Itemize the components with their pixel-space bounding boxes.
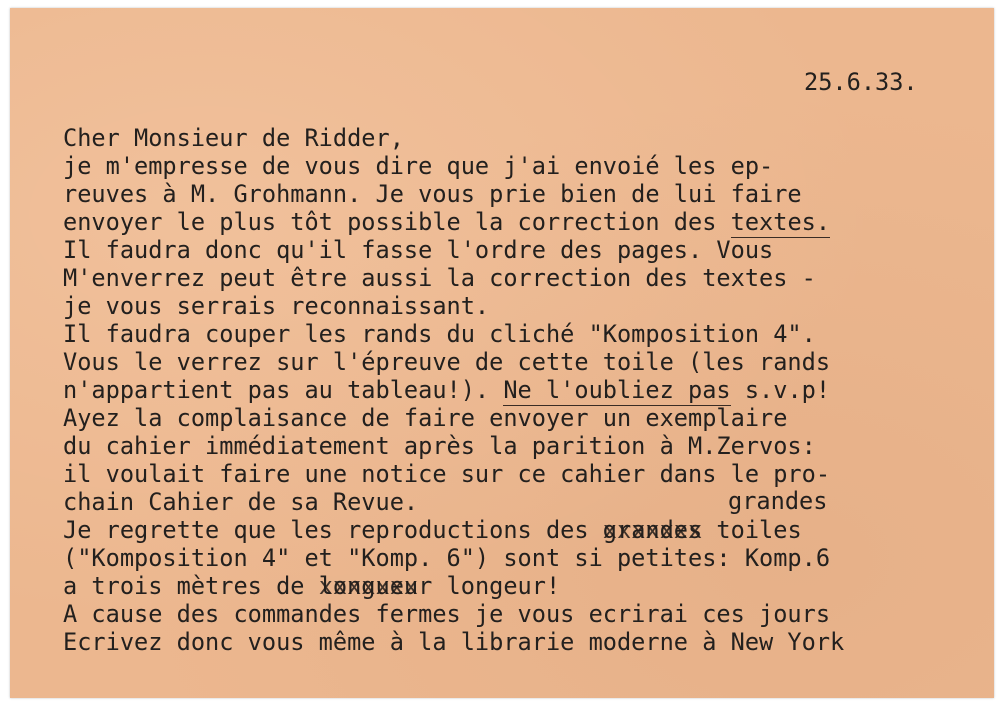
underlined-ne-oubliez-pas: Ne l'oubliez pas xyxy=(503,376,731,404)
body-line-6: je vous serrais reconnaissant. xyxy=(63,292,490,320)
body-line-18: Ecrivez donc vous même à la librarie moderne à New York xyxy=(63,628,845,656)
body-line-16-end: longeur! xyxy=(432,572,561,600)
body-line-7: Il faudra couper les rands du cliché "Komposition 4". xyxy=(63,320,816,348)
body-line-2: reuves à M. Grohmann. Je vous prie bien de lui faire xyxy=(63,180,802,208)
body-line-14-end: toiles xyxy=(702,516,802,544)
body-line-17: A cause des commandes fermes je vous ecrirai ces jours xyxy=(63,600,831,628)
body-line-10: Ayez la complaisance de faire envoyer un exemplaire xyxy=(63,404,788,432)
body-line-16-text: a trois mètres de xyxy=(63,572,319,600)
struck-word-2: longueur xxxxxxx xyxy=(319,572,433,600)
body-line-13: chain Cahier de sa Revue. xyxy=(63,488,419,516)
body-line-14 xyxy=(63,516,802,544)
body-line-9-text: n'appartient pas au tableau!). xyxy=(63,376,504,404)
salutation: Cher Monsieur de Ridder, xyxy=(63,124,404,152)
body-line-14-text: Je regrette que les reproductions des xyxy=(63,516,603,544)
body-line-15: ("Komposition 4" et "Komp. 6") sont si petites: Komp.6 xyxy=(63,544,831,572)
body-line-3 xyxy=(63,208,830,236)
body-line-8: Vous le verrez sur l'épreuve de cette toile (les rands xyxy=(63,348,831,376)
underlined-textes: textes. xyxy=(730,208,831,236)
body-line-5: M'enverrez peut être aussi la correction des textes - xyxy=(63,264,816,292)
inserted-word-grandes: grandes xyxy=(728,487,828,515)
body-line-12: il voulait faire une notice sur ce cahier dans le pro- xyxy=(63,460,831,488)
postcard xyxy=(10,8,994,698)
body-line-1: je m'empresse de vous dire que j'ai envoié les ep- xyxy=(63,152,774,180)
svp-text: s.v.p! xyxy=(730,376,831,404)
body-line-9 xyxy=(63,376,830,404)
body-line-3-text: envoyer le plus tôt possible la correction des xyxy=(63,208,731,236)
letter-date: 25.6.33. xyxy=(804,68,918,96)
body-line-16 xyxy=(63,572,560,600)
struck-word-1: grandes xxxxxxx xyxy=(603,516,702,544)
body-line-11: du cahier immédiatement après la parition à M.Zervos: xyxy=(63,432,816,460)
body-line-4: Il faudra donc qu'il fasse l'ordre des pages. Vous xyxy=(63,236,774,264)
